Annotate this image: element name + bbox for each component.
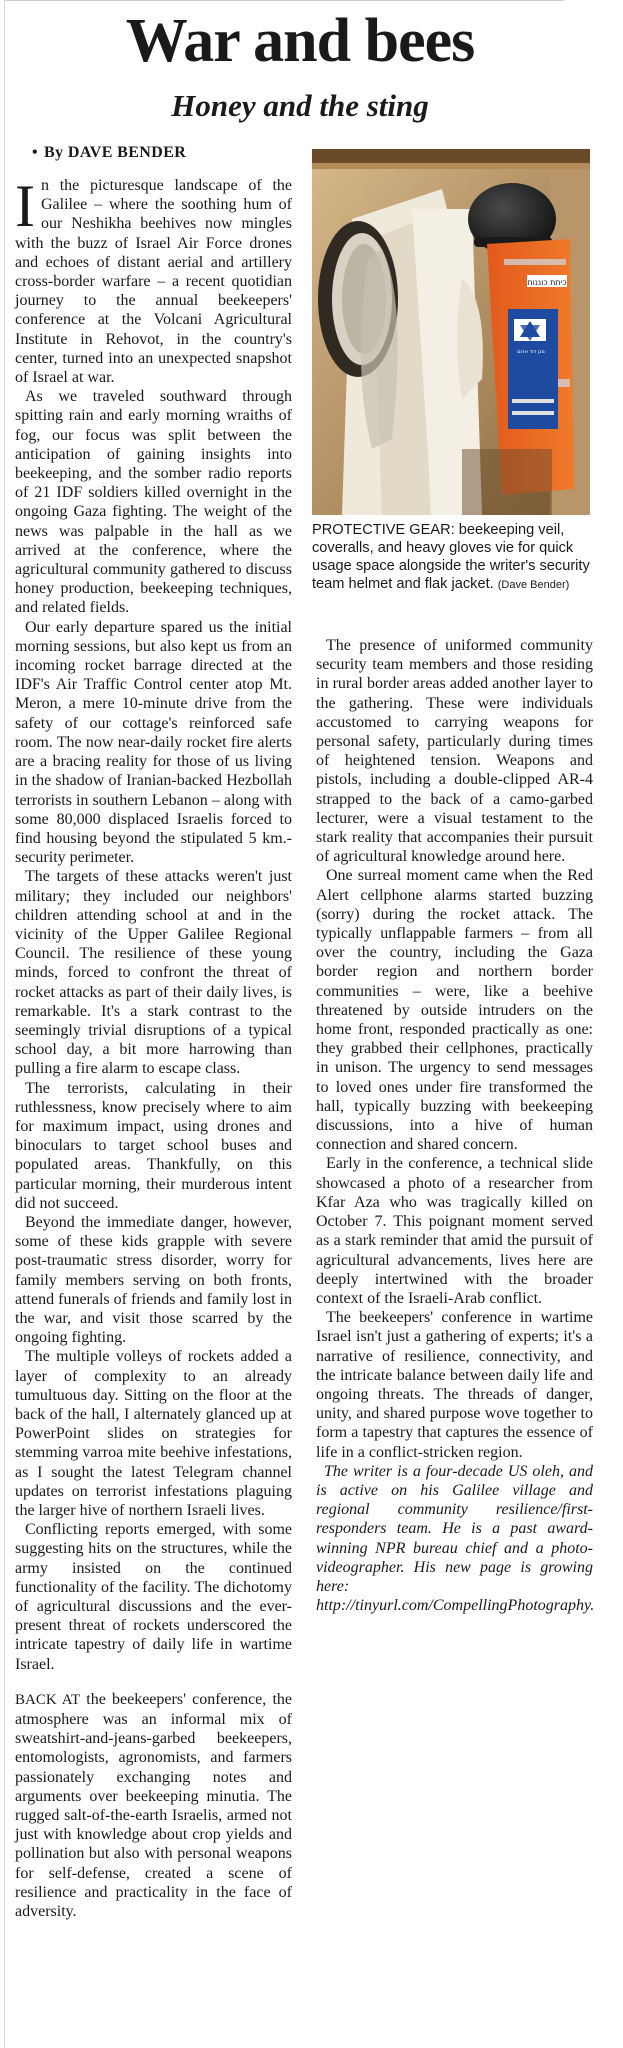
subhead: Honey and the sting (171, 88, 429, 123)
article-column-right (316, 636, 593, 1615)
author-bio: The writer is a four-decade US oleh, and is active on his Galilee village and regional community resilience/first-responders team. He is a past award-winning NPR bureau chief and a photo-videographer. His new page is growing here: http://tinyurl.com/CompellingPhotography. (316, 1462, 595, 1615)
byline-text: By DAVE BENDER (44, 144, 187, 161)
paragraph: Early in the conference, a technical slide showcased a photo of a researcher from Kfar Aza who was tragically killed on October 7. This poignant moment served as a stark reminder that amid the pursuit of agricultural advancements, lives here are deeply intertwined with the broader context of the Israeli-Arab conflict. (316, 1155, 593, 1307)
paragraph-text: n the picturesque landscape of the Galilee – where the soothing hum of our Neshikha beehives now mingles with the buzz of Israel Air Force drones and echoes of distant aerial and artillery cross-border warfare – a recent quotidian journey to the annual beekeepers' conference at the Volcani Agricultural Institute in Rehovot, in the country's center, turned into an unexpected snapshot of Israel at war. (15, 177, 292, 387)
byline-bullet: • (32, 144, 39, 161)
vest-label: כיתת כוננות (527, 278, 567, 287)
paragraph: Conflicting reports emerged, with some suggesting hits on the structures, while the army insisted on the continued functionality of the facility. The dichotomy of agricultural discussions and the ever-present threat of rockets underscored the intricate tapestry of daily life in wartime Israel. (15, 1521, 292, 1673)
paragraph: As we traveled southward through spitting rain and early morning wraiths of fog, our focus was split between the anticipation of gaining insights into beekeeping, and the somber radio reports of 21 IDF soldiers killed overnight in the ongoing Gaza fighting. The weight of the news was palpable in the hall as we arrived at the conference, where the agricultural community gathered to discuss honey production, beekeeping techniques, and related fields. (15, 388, 292, 617)
column-rule (4, 0, 5, 2048)
paragraph: The targets of these attacks weren't just military; they included our neighbors' children attending school at and in the vicinity of the Upper Galilee Regional Council. The resilience of these young minds, forced to confront the threat of rocket attacks as part of their daily lives, is remarkable. It's a stark contrast to the seemingly trivial disruptions of a typical school day, a bit more harrowing than pulling a fire alarm to escape class. (15, 868, 292, 1078)
photo-credit: (Dave Bender) (497, 579, 570, 591)
paragraph: The multiple volleys of rockets added a layer of complexity to an already tumultuous day. Sitting on the floor at the back of the hall, I alternately glanced up at PowerPoint slides on strategies for stemming varroa mite beehive infestations, as I sought the latest Telegram channel updates on terrorist infestations plaguing the larger hive of northern Israeli lives. (15, 1348, 292, 1520)
section-break-text: the beekeepers' conference, the atmosphere was an informal mix of sweatshirt-and-jeans-garbed beekeepers, entomologists, agronomists, and farmers passionately exchanging notes and arguments over beekeeping minutia. The rugged salt-of-the-earth Israelis, armed not just with knowledge about crop yields and pollination but also with personal weapons for self-defense, created a scene of resilience and practicality in the face of adversity. (15, 1690, 292, 1921)
section-break-lead: BACK AT (15, 1691, 81, 1708)
paragraph: The beekeepers' conference in wartime Israel isn't just a gathering of experts; it's a narrative of resilience, connectivity, and the intricate balance between daily life and ongoing threats. The threads of danger, unity, and shared purpose wove together to form a tapestry that captures the essence of life in a conflict-stricken region. (316, 1309, 593, 1461)
article-column-left (15, 173, 292, 1921)
vest-emblem-label: מגן דוד אדום (517, 349, 545, 355)
drop-cap: I (15, 173, 35, 239)
paragraph (15, 173, 292, 387)
paragraph: One surreal moment came when the Red Alert cellphone alarms started buzzing (sorry) during the rocket attack. The typically unflappable farmers – from all over the country, including the Gaza border region and northern border communities – were, like a beehive threatened by outside intruders on the home front, responded practically as one: they grabbed their cellphones, practically in unison. The urgency to send messages to loved ones under fire transformed the hall, typically buzzing with beekeeping discussions, into a hive of human connection and shared concern. (316, 867, 593, 1154)
beekeeping-gear-illustration (312, 149, 590, 515)
headline: War and bees (125, 7, 475, 75)
article-photo (312, 149, 590, 515)
paragraph: The presence of uniformed community security team members and those residing in rural border areas added another layer to the gathering. These were individuals accustomed to carrying weapons for personal safety, particularly during times of heightened tension. Weapons and pistols, including a double-clipped AR-4 strapped to the back of a camo-garbed lecturer, were a visual testament to the stark reality that accompanies their pursuit of agricultural knowledge around here. (316, 637, 593, 866)
paragraph: Beyond the immediate danger, however, some of these kids grapple with severe post-traumatic stress disorder, worry for family members serving on both fronts, attend funerals of friends and family lost in the war, and visit those scarred by the ongoing fighting. (15, 1213, 292, 1347)
caption-text: PROTECTIVE GEAR: beekeeping veil, coveralls, and heavy gloves vie for quick usage space alongside the writer's security team helmet and flak jacket. (312, 522, 590, 592)
byline (32, 144, 186, 162)
paragraph: The terrorists, calculating in their ruthlessness, know precisely where to aim for maximum impact, using drones and binoculars to target school buses and populated areas. Thankfully, on this particular morning, their murderous intent did not succeed. (15, 1079, 292, 1212)
top-rule (4, 0, 564, 1)
paragraph: Our early departure spared us the initial morning sessions, but also kept us from an incoming rocket barrage directed at the IDF's Air Traffic Control center atop Mt. Meron, a mere 10-minute drive from the safety of our cottage's reinforced safe room. The now near-daily rocket fire alerts are a bracing reality for those of us living in the shadow of Iranian-backed Hezbollah terrorists in southern Lebanon – along with some 80,000 displaced Israelis forced to find housing beyond the stipulated 5 km.-security perimeter. (15, 618, 292, 867)
section-break-paragraph (15, 1690, 292, 1921)
photo-caption (312, 521, 592, 594)
